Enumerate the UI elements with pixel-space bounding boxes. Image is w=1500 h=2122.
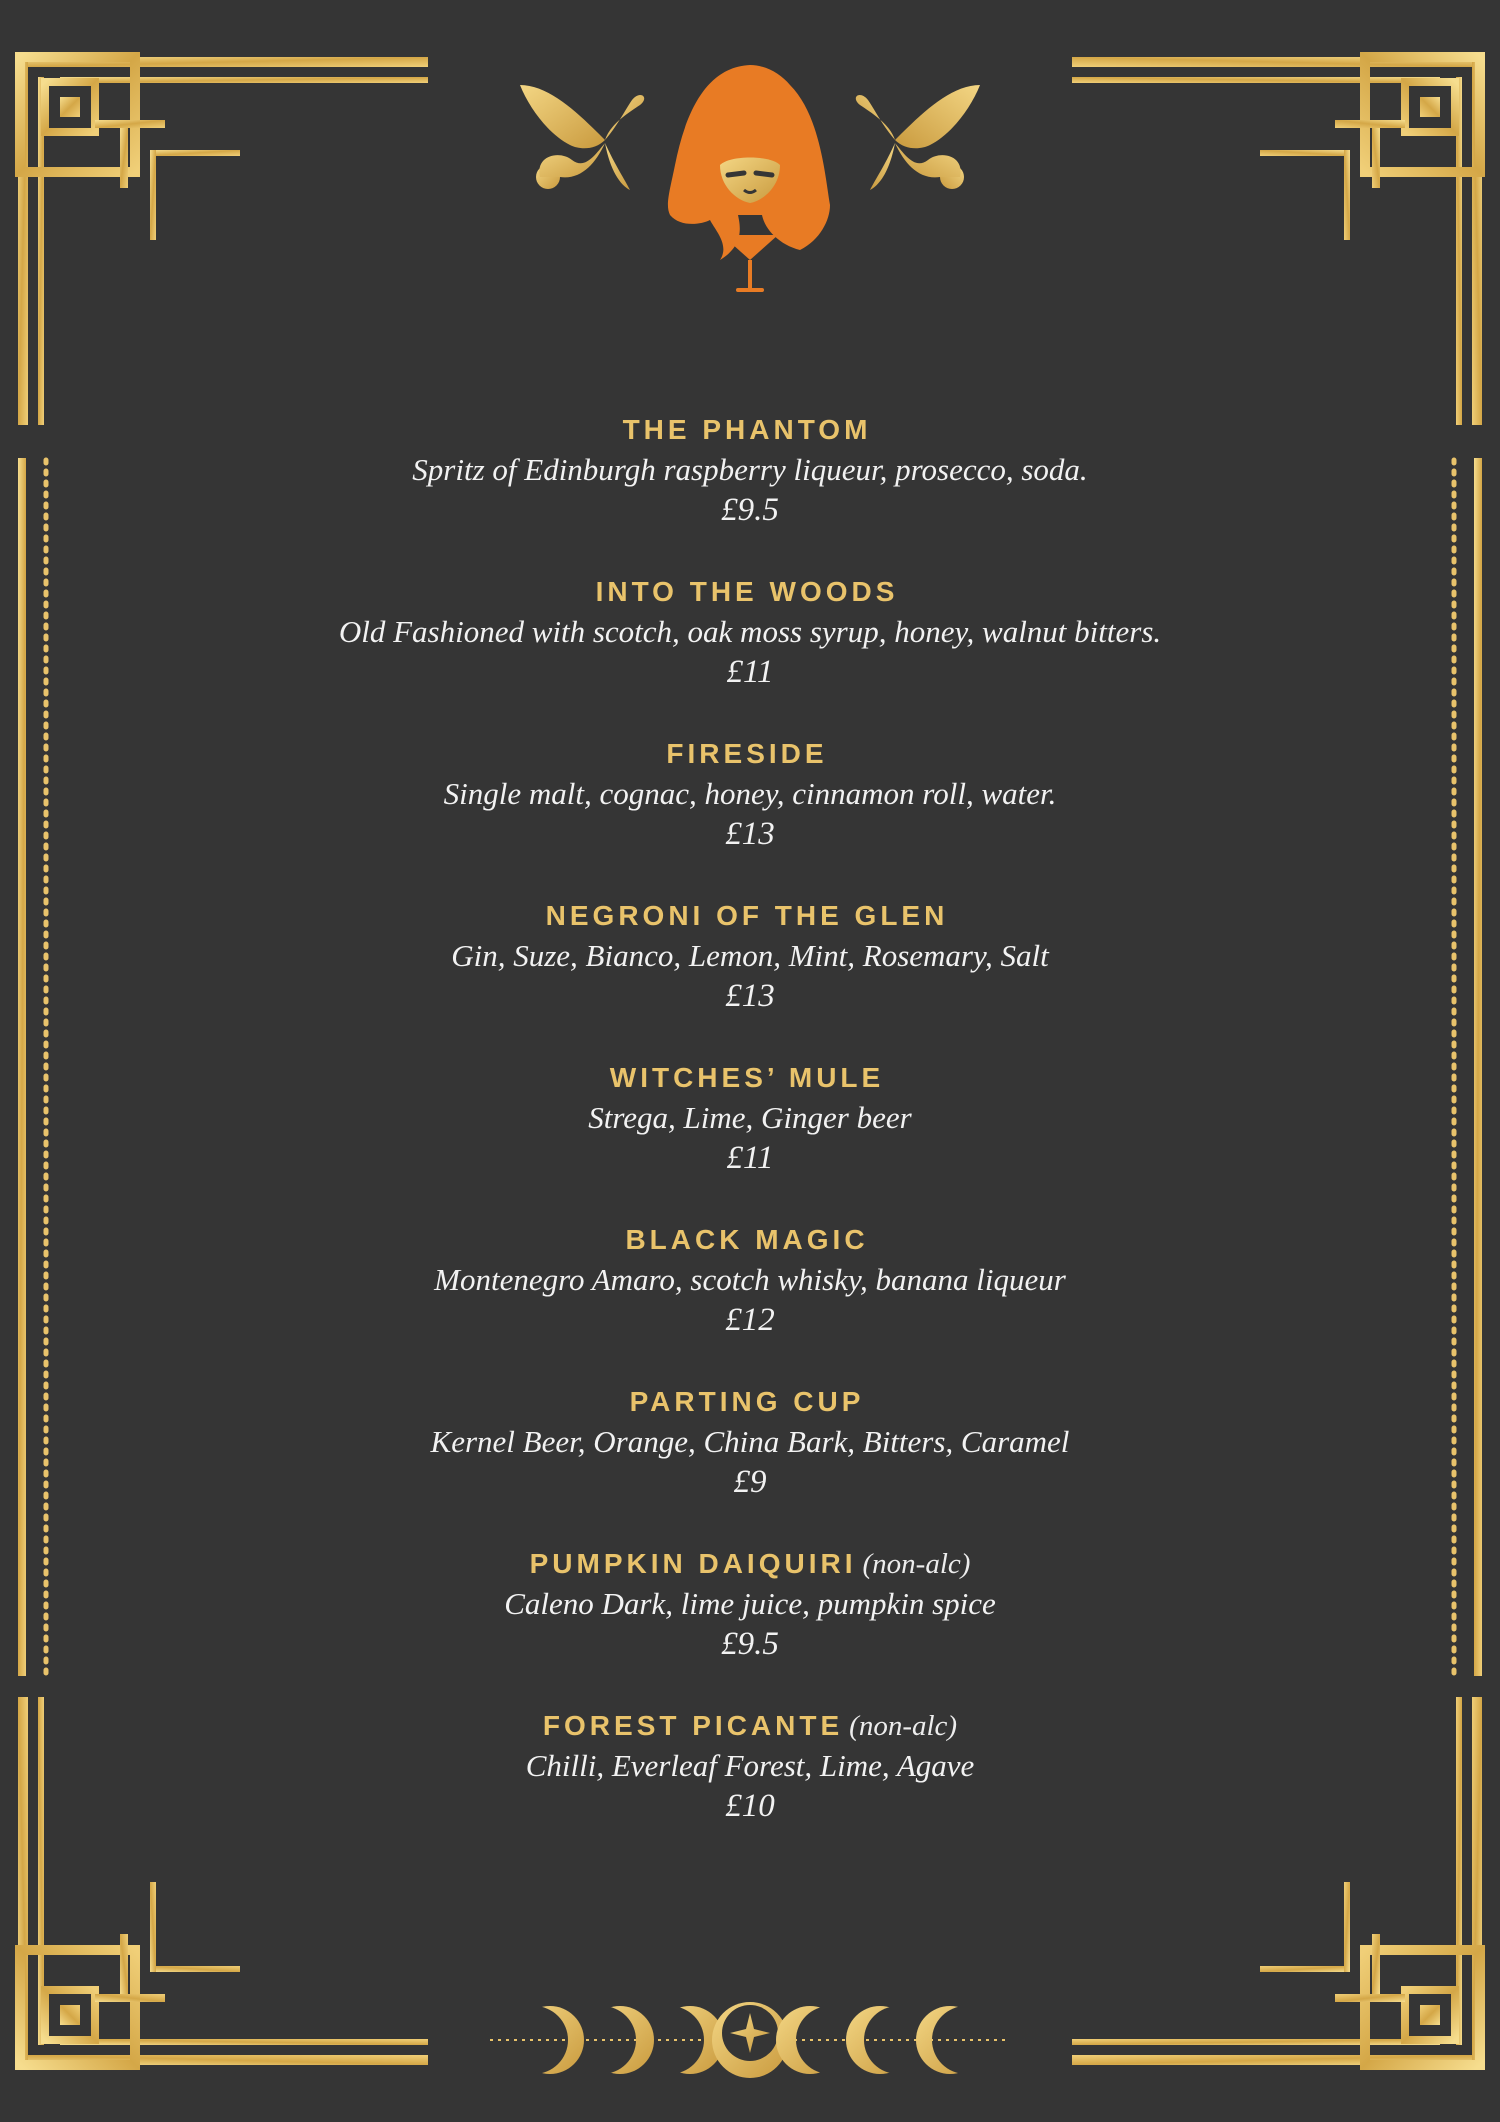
cocktail-list <box>250 410 1250 1868</box>
corner-ornament-top-left <box>18 57 428 425</box>
cocktail-price: £13 <box>725 978 775 1014</box>
cocktail-item <box>250 1058 1250 1220</box>
cocktail-description: Old Fashioned with scotch, oak moss syrup, honey, walnut bitters. <box>338 614 1162 649</box>
cocktail-item <box>250 572 1250 734</box>
corner-ornament-top-right <box>1072 57 1482 425</box>
side-rail-right <box>1454 458 1482 1676</box>
cocktail-name: FIRESIDE <box>666 738 828 769</box>
hooded-witch-cocktail-icon <box>500 55 1000 305</box>
cocktail-item <box>250 1382 1250 1544</box>
cocktail-price: £10 <box>725 1788 775 1824</box>
moon-phases-icon <box>490 1995 1010 2085</box>
cocktail-price: £9.5 <box>721 1626 779 1662</box>
cocktail-price: £9 <box>733 1464 767 1500</box>
cocktail-item <box>250 896 1250 1058</box>
cocktail-description: Caleno Dark, lime juice, pumpkin spice <box>504 1586 996 1621</box>
cocktail-name: PARTING CUP <box>629 1386 865 1417</box>
cocktail-name: FOREST PICANTE <box>542 1710 844 1741</box>
cocktail-price: £12 <box>725 1302 775 1338</box>
cocktail-description: Single malt, cognac, honey, cinnamon roll, water. <box>443 776 1057 811</box>
cocktail-item <box>250 1706 1250 1868</box>
cocktail-description: Gin, Suze, Bianco, Lemon, Mint, Rosemary, Salt <box>451 938 1049 973</box>
cocktail-note: (non-alc) <box>862 1548 971 1580</box>
cocktail-name: THE PHANTOM <box>622 414 872 445</box>
cocktail-name: WITCHES’ MULE <box>609 1062 885 1093</box>
cocktail-item <box>250 1220 1250 1382</box>
cocktail-description: Montenegro Amaro, scotch whisky, banana liqueur <box>434 1262 1066 1297</box>
cocktail-note: (non-alc) <box>849 1710 958 1742</box>
cocktail-item <box>250 410 1250 572</box>
cocktail-name: BLACK MAGIC <box>625 1224 869 1255</box>
cocktail-name: INTO THE WOODS <box>595 576 899 607</box>
cocktail-description: Strega, Lime, Ginger beer <box>588 1100 912 1135</box>
cocktail-price: £13 <box>725 816 775 852</box>
cocktail-item <box>250 1544 1250 1706</box>
fleur-de-lis-icon <box>520 85 644 190</box>
cocktail-price: £11 <box>726 1140 774 1176</box>
cocktail-name: PUMPKIN DAIQUIRI <box>529 1548 857 1579</box>
fleur-de-lis-icon <box>856 85 980 190</box>
cocktail-description: Kernel Beer, Orange, China Bark, Bitters, Caramel <box>430 1424 1070 1459</box>
cocktail-price: £9.5 <box>721 492 779 528</box>
cocktail-price: £11 <box>726 654 774 690</box>
side-rail-left <box>18 458 46 1676</box>
cocktail-description: Chilli, Everleaf Forest, Lime, Agave <box>525 1748 975 1783</box>
cocktail-description: Spritz of Edinburgh raspberry liqueur, prosecco, soda. <box>412 452 1088 487</box>
cocktail-name: NEGRONI OF THE GLEN <box>545 900 949 931</box>
cocktail-item <box>250 734 1250 896</box>
